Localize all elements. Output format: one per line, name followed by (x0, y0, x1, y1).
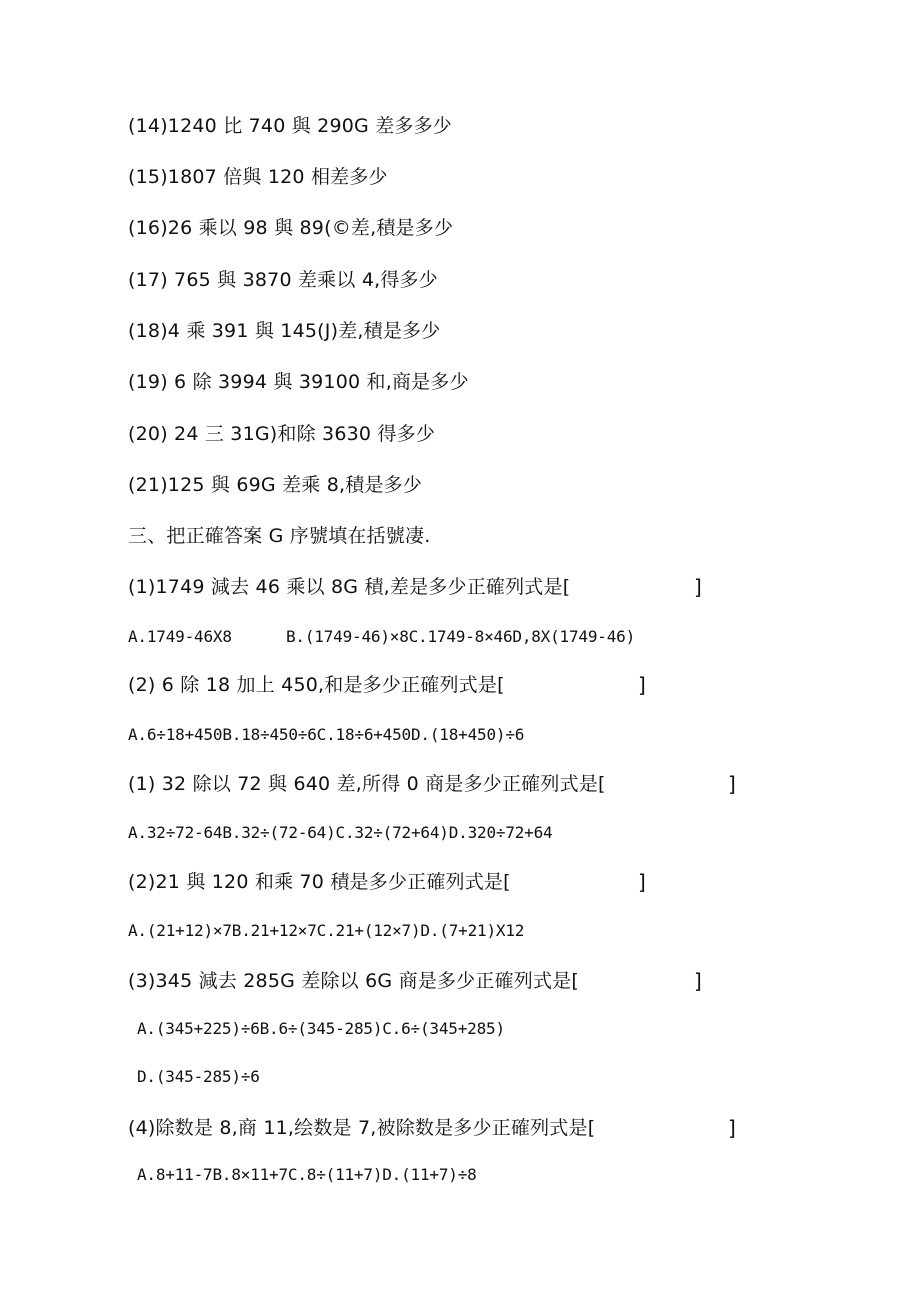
answer-bracket-close: ] (638, 673, 646, 697)
item-19: (19) 6 除 3994 與 39100 和,商是多少 (128, 371, 469, 393)
item-17: (17) 765 與 3870 差乘以 4,得多少 (128, 269, 438, 291)
answer-bracket-close: ] (694, 575, 702, 599)
item-15: (15)1807 倍與 120 相差多少 (128, 166, 388, 188)
answer-bracket-close: ] (728, 1116, 736, 1140)
question-5-options-abc: A.(345+225)÷6B.6÷(345-285)C.6÷(345+285) (137, 1019, 505, 1038)
question-6-options: A.8+11-7B.8×11+7C.8÷(11+7)D.(11+7)÷8 (137, 1165, 477, 1184)
answer-bracket-close: ] (694, 969, 702, 993)
section-3-heading: 三、把正確答案 G 序號填在括號凄. (128, 525, 431, 547)
question-2-options: A.6÷18+450B.18÷450÷6C.18÷6+450D.(18+450)÷6 (128, 725, 525, 744)
question-3-stem: (1) 32 除以 72 與 640 差,所得 0 商是多少正確列式是[ (128, 773, 606, 795)
question-2-stem: (2) 6 除 18 加上 450,和是多少正確列式是[ (128, 674, 505, 696)
item-16: (16)26 乘以 98 與 89(©差,積是多少 (128, 217, 454, 239)
question-1-option-a: A.1749-46X8 (128, 627, 232, 646)
answer-bracket-close: ] (728, 772, 736, 796)
question-1-options-bcd: B.(1749-46)×8C.1749-8×46D,8X(1749-46) (286, 627, 636, 646)
question-5-option-d: D.(345-285)÷6 (137, 1067, 260, 1086)
item-14: (14)1240 比 740 與 290G 差多多少 (128, 115, 453, 137)
question-4-stem: (2)21 與 120 和乘 70 積是多少正確列式是[ (128, 871, 511, 893)
question-6-stem: (4)除数是 8,商 11,绘数是 7,被除数是多少正確列式是[ (128, 1117, 596, 1139)
question-4-options: A.(21+12)×7B.21+12×7C.21+(12×7)D.(7+21)X12 (128, 921, 525, 940)
question-3-options: A.32÷72-64B.32÷(72-64)C.32÷(72+64)D.320÷72+64 (128, 823, 553, 842)
answer-bracket-close: ] (638, 870, 646, 894)
question-1-stem: (1)1749 減去 46 乘以 8G 積,差是多少正確列式是[ (128, 576, 571, 598)
question-5-stem: (3)345 減去 285G 差除以 6G 商是多少正確列式是[ (128, 970, 579, 992)
item-18: (18)4 乘 391 與 145(J)差,積是多少 (128, 320, 441, 342)
item-20: (20) 24 三 31G)和除 3630 得多少 (128, 423, 436, 445)
item-21: (21)125 與 69G 差乘 8,積是多少 (128, 474, 423, 496)
